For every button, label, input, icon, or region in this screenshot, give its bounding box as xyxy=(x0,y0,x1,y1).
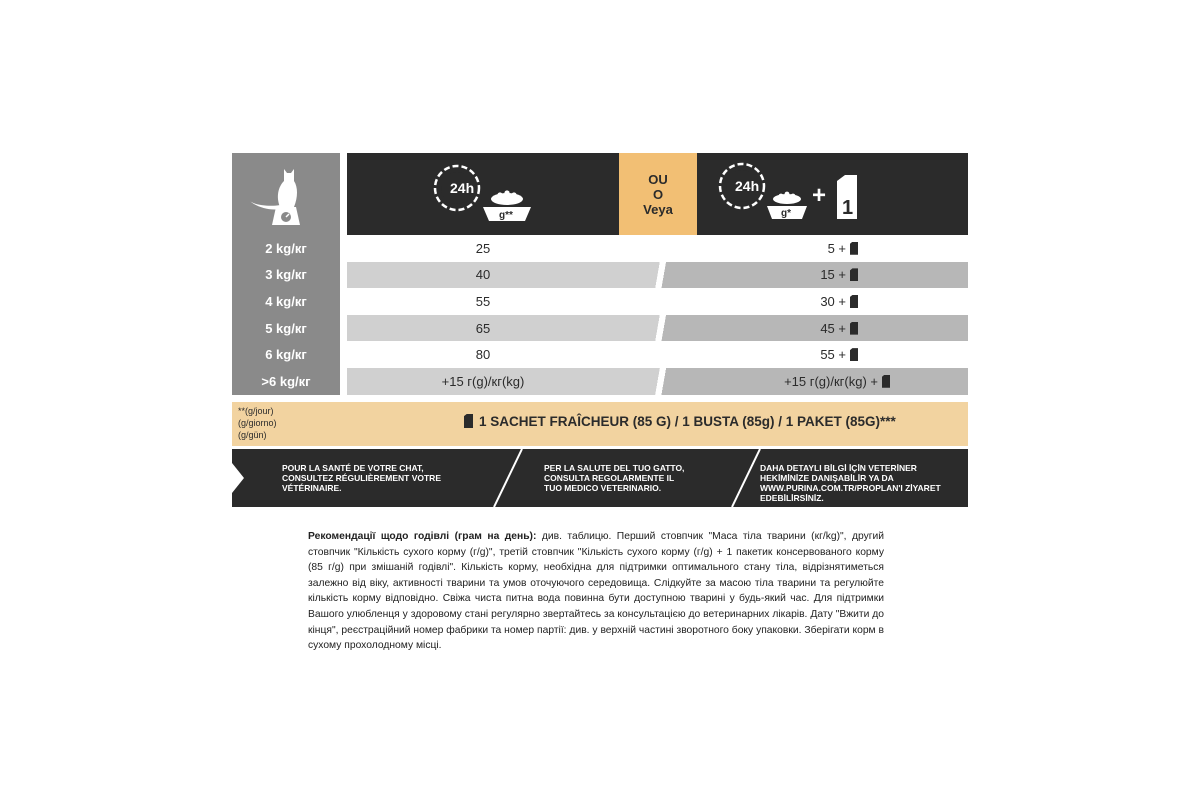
table-row xyxy=(232,368,968,395)
pouch-icon xyxy=(850,322,858,335)
dry-amount: 25 xyxy=(475,240,491,256)
mixed-amount: 30 + xyxy=(697,288,968,315)
svg-text:24h: 24h xyxy=(450,180,475,196)
mixed-amount: 45 + xyxy=(697,315,968,342)
footer-turkish: DAHA DETAYLI BİLGİ İÇİN VETERİNER HEKİMİNİZE DANIŞABİLİR YA DA WWW.PURINA.COM.TR/PROPLAN'I ZİYARET EDEBİLİRSİNİZ. xyxy=(760,463,941,503)
pouch-icon xyxy=(850,295,858,308)
cat-on-scale-icon xyxy=(232,153,340,235)
mixed-amount: 5 + xyxy=(697,235,968,262)
footer-french: POUR LA SANTÉ DE VOTRE CHAT, CONSULTEZ RÉGULIÈREMENT VOTRE VÉTÉRINAIRE. xyxy=(282,463,441,493)
or-french: OU xyxy=(648,171,668,187)
cat-weight: 5 kg/кг xyxy=(232,315,340,342)
cat-weight: 3 kg/кг xyxy=(232,262,340,289)
table-row xyxy=(232,288,968,315)
dry-amount: +15 г(g)/кг(kg) xyxy=(441,373,525,389)
unit-notes: **(g/jour) (g/giorno) (g/gün) xyxy=(238,406,277,440)
arrow-icon xyxy=(232,463,244,493)
or-italian: O xyxy=(652,186,664,202)
or-turkish: Veya xyxy=(643,201,673,217)
sachet-band xyxy=(232,402,968,446)
dry-amount: 65 xyxy=(475,320,491,336)
table-row xyxy=(232,341,968,368)
header-dry-food xyxy=(347,153,619,235)
recommendations-body: див. таблицю. Перший стовпчик "Маса тіла тварини (кг/kg)", другий стовпчик "Кількість сухого корму (г/g)", третій стовпчик "Кількість сухого корму (г/g) + 1 пакетик консервованого корму (85 г/g) при змішаній годівлі". Кількість корму, необхідна для підтримки оптимального стану тіла, відрізнятиметься залежно від віку, активності тварини та умов оточуючого середовища. Слідкуйте за масою тіла тварини та регулюйте кількість корму відповідно. Свіжа чиста питна вода повинна бути доступною тварині у будь-який час. Для підтримки Вашого улюбленця у здоровому стані регулярно звертайтесь за консультацією до ветеринарних лікарів. Дату "Вжити до кінця", реєстраційний номер фабрики та номер партії: див. у верхній частині зворотного боку упаковки. Зберігати корм в сухому прохолодному місці. xyxy=(308,531,884,652)
mixed-amount: +15 г(g)/кг(kg) + xyxy=(697,368,968,395)
table-row xyxy=(232,315,968,342)
dry-food-daily-icon xyxy=(347,153,619,235)
cat-weight: >6 kg/кг xyxy=(232,368,340,395)
table-row xyxy=(232,262,968,289)
cat-weight: 6 kg/кг xyxy=(232,341,340,368)
pouch-icon xyxy=(850,242,858,255)
svg-text:+: + xyxy=(812,182,827,209)
svg-text:g*: g* xyxy=(781,208,791,219)
cat-weight: 4 kg/кг xyxy=(232,288,340,315)
pouch-icon xyxy=(850,348,858,361)
table-row xyxy=(232,235,968,262)
cat-weight: 2 kg/кг xyxy=(232,235,340,262)
dry-amount: 80 xyxy=(475,347,491,363)
feeding-recommendations-text xyxy=(308,529,884,654)
header-cat-cell xyxy=(232,153,340,235)
mixed-feeding-icon xyxy=(697,153,968,235)
svg-text:1: 1 xyxy=(842,197,854,219)
svg-text:24h: 24h xyxy=(735,178,760,194)
recommendations-lead: Рекомендації щодо годівлі (грам на день): xyxy=(308,531,537,542)
sachet-text: 1 SACHET FRAÎCHEUR (85 G) / 1 BUSTA (85g) / 1 PAKET (85G)*** xyxy=(464,414,896,429)
mixed-amount: 15 + xyxy=(697,262,968,289)
header-mixed-feeding xyxy=(697,153,968,235)
pouch-icon xyxy=(882,375,890,388)
svg-text:g**: g** xyxy=(499,210,513,221)
footer-italian: PER LA SALUTE DEL TUO GATTO, CONSULTA REGOLARMENTE IL TUO MEDICO VETERINARIO. xyxy=(544,463,685,493)
mixed-amount: 55 + xyxy=(697,341,968,368)
vet-advice-footer xyxy=(232,449,968,507)
dry-amount: 40 xyxy=(475,267,491,283)
pouch-icon xyxy=(850,268,858,281)
pouch-icon xyxy=(464,414,473,428)
header-or-cell xyxy=(619,153,697,235)
feeding-rows xyxy=(232,235,968,395)
dry-amount: 55 xyxy=(475,293,491,309)
